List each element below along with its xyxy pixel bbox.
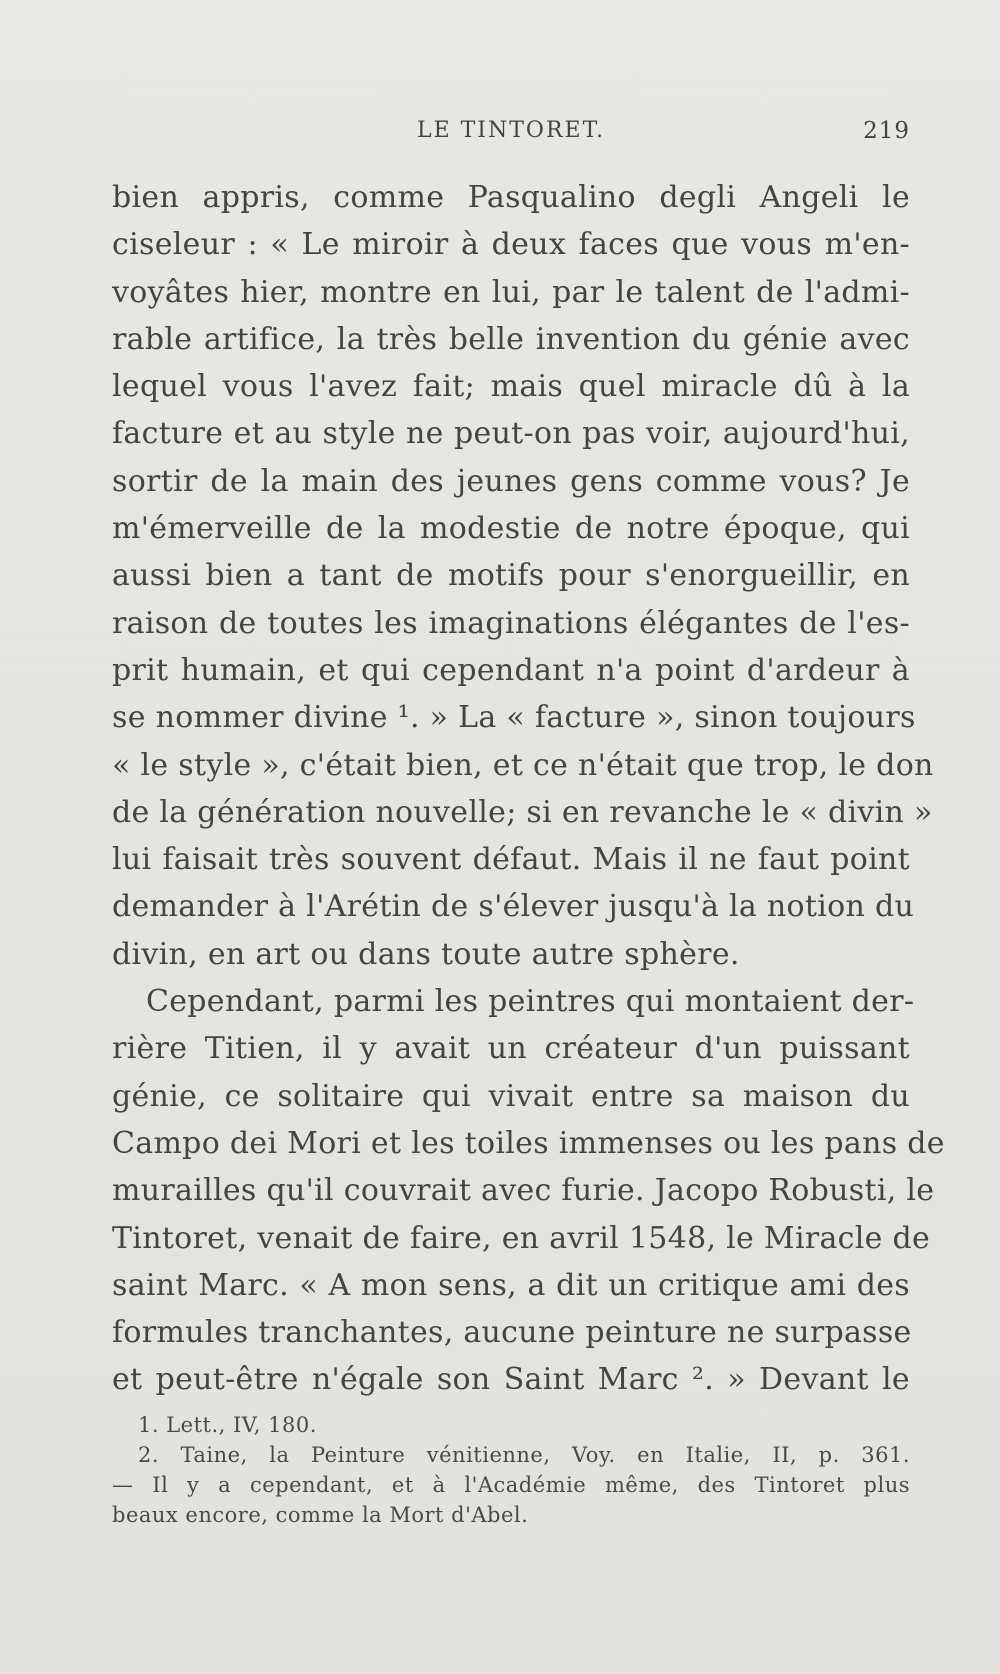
text-line: lui faisait très souvent défaut. Mais il ne faut point bbox=[112, 842, 910, 878]
text-line: voyâtes hier, montre en lui, par le talent de l'admi- bbox=[112, 274, 910, 310]
footnote-2-continuation: beaux encore, comme la Mort d'Abel. bbox=[112, 1503, 529, 1527]
text-line: saint Marc. « A mon sens, a dit un critique ami des bbox=[112, 1267, 910, 1303]
text-line: rable artifice, la très belle invention du génie avec bbox=[112, 321, 910, 357]
text-line: formules tranchantes, aucune peinture ne surpasse bbox=[112, 1315, 912, 1351]
text-line: « le style », c'était bien, et ce n'était que trop, le don bbox=[112, 747, 934, 783]
text-line: de la génération nouvelle; si en revanche le « divin » bbox=[112, 794, 933, 830]
text-line: ciseleur : « Le miroir à deux faces que vous m'en- bbox=[112, 227, 910, 263]
text-line: m'émerveille de la modestie de notre époque, qui bbox=[112, 511, 910, 547]
body-text bbox=[112, 174, 945, 1404]
text-line: Tintoret, venait de faire, en avril 1548, le Miracle de bbox=[112, 1220, 931, 1256]
text-line: lequel vous l'avez fait; mais quel miracle dû à la bbox=[112, 369, 910, 405]
footnote-2-continuation: — Il y a cependant, et à l'Académie même, des Tintoret plus bbox=[112, 1473, 910, 1497]
text-line: Campo dei Mori et les toiles immenses ou les pans de bbox=[112, 1125, 945, 1161]
text-line: et peut-être n'égale son Saint Marc ². » Devant le bbox=[112, 1362, 910, 1398]
running-title: LE TINTORET. bbox=[416, 118, 606, 143]
text-line: rière Titien, il y avait un créateur d'un puissant bbox=[112, 1031, 910, 1067]
text-line: bien appris, comme Pasqualino degli Angeli le bbox=[112, 180, 910, 215]
text-line: génie, ce solitaire qui vivait entre sa maison du bbox=[112, 1078, 910, 1114]
footnotes bbox=[112, 1410, 910, 1530]
footnote-1: 1. Lett., IV, 180. bbox=[138, 1413, 317, 1437]
text-line: divin, en art ou dans toute autre sphère. bbox=[112, 936, 740, 972]
text-line: se nommer divine ¹. » La « facture », sinon toujours bbox=[112, 700, 916, 736]
text-line: raison de toutes les imaginations élégantes de l'es- bbox=[112, 605, 910, 641]
text-line: demander à l'Arétin de s'élever jusqu'à la notion du bbox=[112, 889, 915, 925]
page-number: 219 bbox=[863, 118, 910, 144]
text-line: prit humain, et qui cependant n'a point d'ardeur à bbox=[112, 652, 910, 688]
text-line: murailles qu'il couvrait avec furie. Jacopo Robusti, le bbox=[112, 1173, 935, 1209]
text-line: sortir de la main des jeunes gens comme vous? Je bbox=[112, 463, 910, 499]
text-line: aussi bien a tant de motifs pour s'enorgueillir, en bbox=[112, 558, 910, 594]
paragraph-first-line: Cependant, parmi les peintres qui montaient der- bbox=[146, 984, 915, 1020]
text-line: facture et au style ne peut-on pas voir, aujourd'hui, bbox=[112, 416, 910, 452]
page-header bbox=[112, 118, 910, 152]
footnote-2: 2. Taine, la Peinture vénitienne, Voy. en Italie, II, p. 361. bbox=[138, 1443, 910, 1467]
